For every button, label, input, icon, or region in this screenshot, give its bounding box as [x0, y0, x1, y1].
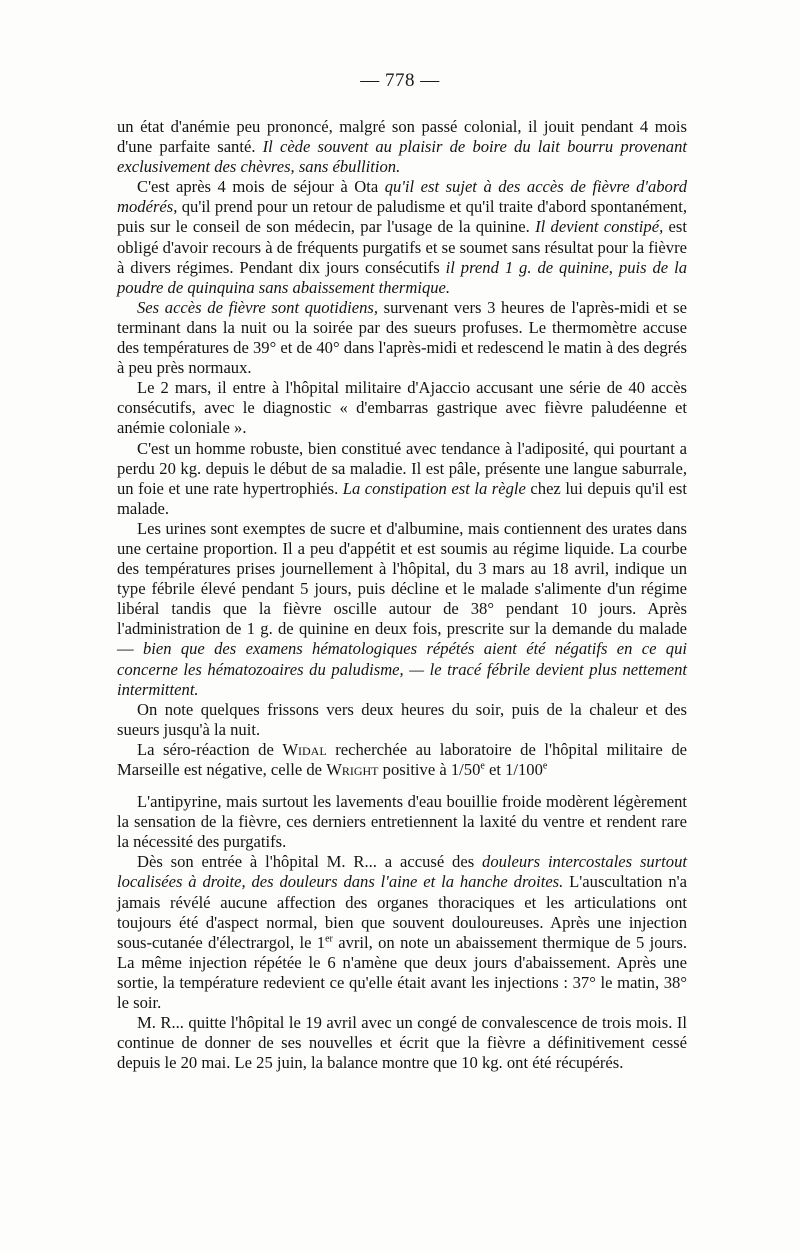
paragraph-10-text-c: L'auscultation n'a jamais révélé aucune affection des organes thoraciques et les articulations ont toujours été d'aspect normal, bien que souvent douloureuses. Après une injection sous-cutanée d'électrargol, le 1 — [117, 872, 687, 952]
paragraph-10-italic: douleurs intercostales surtout localisées à droite, des douleurs dans l'aine et la hanche droites. — [117, 852, 687, 892]
author-name-widal: Widal — [282, 739, 327, 759]
author-name-wright: Wright — [326, 760, 379, 779]
body-text — [117, 117, 687, 1073]
paragraph-4: Le 2 mars, il entre à l'hôpital militaire d'Ajaccio accusant une série de 40 accès consécutifs, avec le diagnostic « d'embarras gastrique avec fièvre paludéenne et anémie coloniale ». — [117, 378, 687, 438]
paragraph-6 — [117, 519, 687, 700]
page-number: — 778 — — [360, 70, 440, 91]
paragraph-3 — [117, 298, 687, 378]
paragraph-2-text-e: est obligé d'avoir recours à de fréquents purgatifs et se soumet sans résultat pour la fièvre à divers régimes. Pendant dix jours consécutifs — [117, 217, 687, 277]
paragraph-2-text-c: qu'il prend pour un retour de paludisme et qu'il traite d'abord spontanément, puis sur le conseil de son médecin, par l'usage de la quinine. — [117, 197, 687, 237]
superscript-er: er — [325, 933, 333, 945]
paragraph-10-text-a: Dès son entrée à l'hôpital M. R... a accusé des — [137, 852, 483, 872]
paragraph-2 — [117, 177, 687, 298]
paragraph-5 — [117, 439, 687, 519]
paragraph-1 — [117, 117, 687, 177]
paragraph-8 — [117, 740, 687, 780]
paragraph-10 — [117, 852, 687, 1013]
paragraph-3-text: survenant vers 3 heures de l'après-midi et se terminant dans la nuit ou la soirée par des sueurs profuses. Le thermomètre accuse des températures de 39° et de 40° dans l'après-midi et redescend le matin à des degrés à peu près normaux. — [117, 297, 687, 378]
paragraph-6-italic: bien que des examens hématologiques répétés aient été négatifs en ce qui concerne les hématozoaires du paludisme, — le tracé fébrile devient plus nettement intermittent. — [117, 639, 687, 699]
paragraph-2-italic-d: Il devient constipé, — [535, 217, 664, 237]
paragraph-11: M. R... quitte l'hôpital le 19 avril avec un congé de convalescence de trois mois. Il continue de donner de ses nouvelles et écrit que la fièvre a définitivement cessé depuis le 20 mai. Le 25 juin, la balance montre que 10 kg. ont été récupérés. — [117, 1013, 687, 1073]
paragraph-2-text-a: C'est après 4 mois de séjour à Ota — [137, 177, 385, 197]
paragraph-9: L'antipyrine, mais surtout les lavements d'eau bouillie froide modèrent légèrement la sensation de la fièvre, ces derniers entretiennent la laxité du ventre et rendent rare la nécessité des purgatifs. — [117, 792, 687, 852]
paragraph-8-text-a: La séro-réaction de — [137, 739, 283, 759]
paragraph-8-text-c: recherchée au laboratoire de l'hôpital militaire de Marseille est négative, celle de — [117, 739, 687, 779]
paragraph-2-italic-b: qu'il est sujet à des accès de fièvre d'abord modérés, — [117, 177, 687, 217]
paragraph-1-text: un état d'anémie peu prononcé, malgré son passé colonial, il jouit pendant 4 mois d'une parfaite santé. — [117, 117, 687, 157]
paragraph-7: On note quelques frissons vers deux heures du soir, puis de la chaleur et des sueurs jusqu'à la nuit. — [117, 699, 687, 739]
paragraph-2-italic-f: il prend 1 g. de quinine, puis de la poudre de quinquina sans abaissement thermique. — [117, 257, 687, 297]
paragraph-10-text-e: avril, on note un abaissement thermique de 5 jours. La même injection répétée le 6 n'amène que deux jours d'abaissement. Après une sortie, la température redevient ce qu'elle était avant les injections : 37° le matin, 38° le soir. — [117, 932, 687, 1013]
paragraph-5-italic: La constipation est la règle — [342, 478, 526, 498]
paragraph-8-text-e: positive à 1/50 — [378, 760, 481, 779]
paragraph-5-text-a: C'est un homme robuste, bien constitué avec tendance à l'adiposité, qui pourtant a perdu 20 kg. depuis le début de sa maladie. Il est pâle, présente une langue saburrale, un foie et une rate hypertrophiés. — [117, 438, 687, 498]
superscript-e-1: e — [480, 760, 485, 772]
superscript-e-2: e — [542, 760, 548, 772]
paragraph-1-italic: Il cède souvent au plaisir de boire du lait bourru provenant exclusivement des chèvres, sans ébullition. — [117, 137, 687, 177]
paragraph-6-text: Les urines sont exemptes de sucre et d'albumine, mais contiennent des urates dans une certaine proportion. Il a peu d'appétit et est soumis au régime liquide. La courbe des températures prises journellement à l'hôpital, du 3 mars au 18 avril, indique un type fébrile élevé pendant 5 jours, puis décline et le malade s'alimente d'un régime libéral tandis que la fièvre oscille autour de 38° pendant 10 jours. Après l'administration de 1 g. de quinine en deux fois, prescrite sur la demande du malade — — [117, 518, 687, 659]
paragraph-5-text-c: chez lui depuis qu'il est malade. — [117, 478, 687, 518]
paragraph-3-italic: Ses accès de fièvre sont quotidiens, — [137, 297, 378, 317]
paragraph-8-text-g: et 1/100 — [484, 760, 543, 779]
